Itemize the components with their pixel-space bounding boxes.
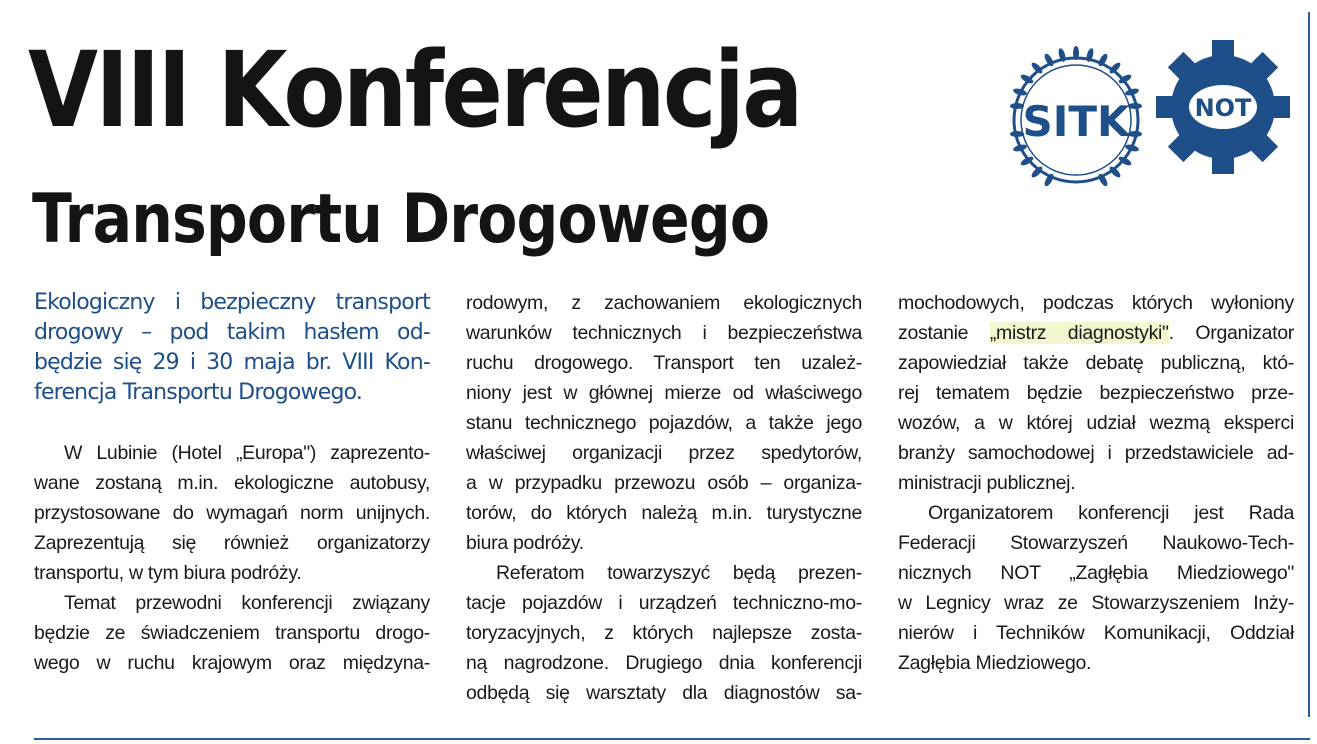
text-line: właściwej organizacji przez spedytorów,: [466, 442, 862, 464]
text-line: Zaprezentują się również organizatorzy: [34, 532, 430, 554]
text-line: niony jest w głównej mierze od właściwego: [466, 382, 862, 404]
lede-paragraph: [34, 288, 430, 408]
text-line: ruchu drogowego. Transport ten uzależ-: [466, 352, 862, 374]
lede-line: Ekologiczny i bezpieczny transport: [34, 290, 430, 315]
lede-line: ferencja Transportu Drogowego.: [34, 380, 363, 405]
not-logo: [1152, 36, 1294, 178]
text-line: transportu, w tym biura podróży.: [34, 562, 302, 584]
text-column-1: [34, 288, 430, 678]
text-line: Organizatorem konferencji jest Rada: [928, 502, 1294, 524]
lede-line: drogowy – pod takim hasłem od-: [34, 320, 430, 345]
not-logo-text: NOT: [1194, 94, 1252, 122]
text-line: przystosowane do wymagań norm unijnych.: [34, 502, 430, 524]
text-line: nierów i Techników Komunikacji, Oddział: [898, 622, 1294, 644]
body-paragraph: [466, 288, 862, 558]
body-paragraph: [898, 498, 1294, 678]
text-line: zapowiedział także debatę publiczną, któ-: [898, 352, 1294, 374]
text-line: toryzacyjnych, z których najlepsze zosta-: [466, 622, 862, 644]
text-line: Federacji Stowarzyszeń Naukowo-Tech-: [898, 532, 1294, 554]
text-line: rodowym, z zachowaniem ekologicznych: [466, 292, 862, 314]
text-line: tacje pojazdów i urządzeń techniczno-mo-: [466, 592, 862, 614]
article-title: VIII Konferencja: [28, 29, 801, 151]
text-line: ministracji publicznej.: [898, 472, 1076, 494]
text-column-2: [466, 288, 862, 708]
text-line: wego w ruchu krajowym oraz międzyna-: [34, 652, 430, 674]
text-line: [898, 318, 1294, 348]
body-paragraph: [34, 438, 430, 588]
text-line: W Lubinie (Hotel „Europa") zaprezento-: [64, 442, 430, 464]
text-line: nicznych NOT „Zagłębia Miedziowego": [898, 562, 1294, 584]
text-fragment: . Organizator: [1168, 322, 1294, 344]
text-line: Temat przewodni konferencji związany: [64, 592, 430, 614]
text-line: stanu technicznego pojazdów, a także jego: [466, 412, 862, 434]
text-line: w Legnicy wraz ze Stowarzyszeniem Inży-: [898, 592, 1294, 614]
text-line: rej tematem będzie bezpieczeństwo prze-: [898, 382, 1294, 404]
text-line: wane zostaną m.in. ekologiczne autobusy,: [34, 472, 430, 494]
text-line: branży samochodowej i przedstawiciele ad-: [898, 442, 1294, 464]
text-line: a w przypadku przewozu osób – organiza-: [466, 472, 862, 494]
article-subtitle: Transportu Drogowego: [32, 180, 770, 259]
text-line: będzie ze świadczeniem transportu drogo-: [34, 622, 430, 644]
text-line: Referatom towarzyszyć będą prezen-: [496, 562, 862, 584]
sitk-logo-text: SITK: [1022, 97, 1130, 146]
text-line: warunków technicznych i bezpieczeństwa: [466, 322, 862, 344]
text-line: mochodowych, podczas których wyłoniony: [898, 292, 1294, 314]
text-line: biura podróży.: [466, 532, 584, 554]
text-column-3: [898, 288, 1294, 678]
text-fragment: zostanie: [898, 322, 990, 344]
body-paragraph: [466, 558, 862, 708]
body-paragraph: [898, 288, 1294, 498]
sitk-logo: [996, 40, 1156, 200]
body-paragraph: [34, 588, 430, 678]
lede-line: będzie się 29 i 30 maja br. VIII Kon-: [34, 350, 430, 375]
page-edge-line: [1308, 12, 1310, 717]
text-line: Zagłębia Miedziowego.: [898, 652, 1092, 674]
text-line: torów, do których należą m.in. turystyczne: [466, 502, 862, 524]
bottom-rule: [34, 738, 1310, 740]
text-line: wozów, a w której udział wezmą eksperci: [898, 412, 1294, 434]
text-line: odbędą się warsztaty dla diagnostów sa-: [466, 682, 862, 704]
highlighted-quote: „mistrz diagnostyki": [989, 322, 1169, 344]
text-line: ną nagrodzone. Drugiego dnia konferencji: [466, 652, 862, 674]
